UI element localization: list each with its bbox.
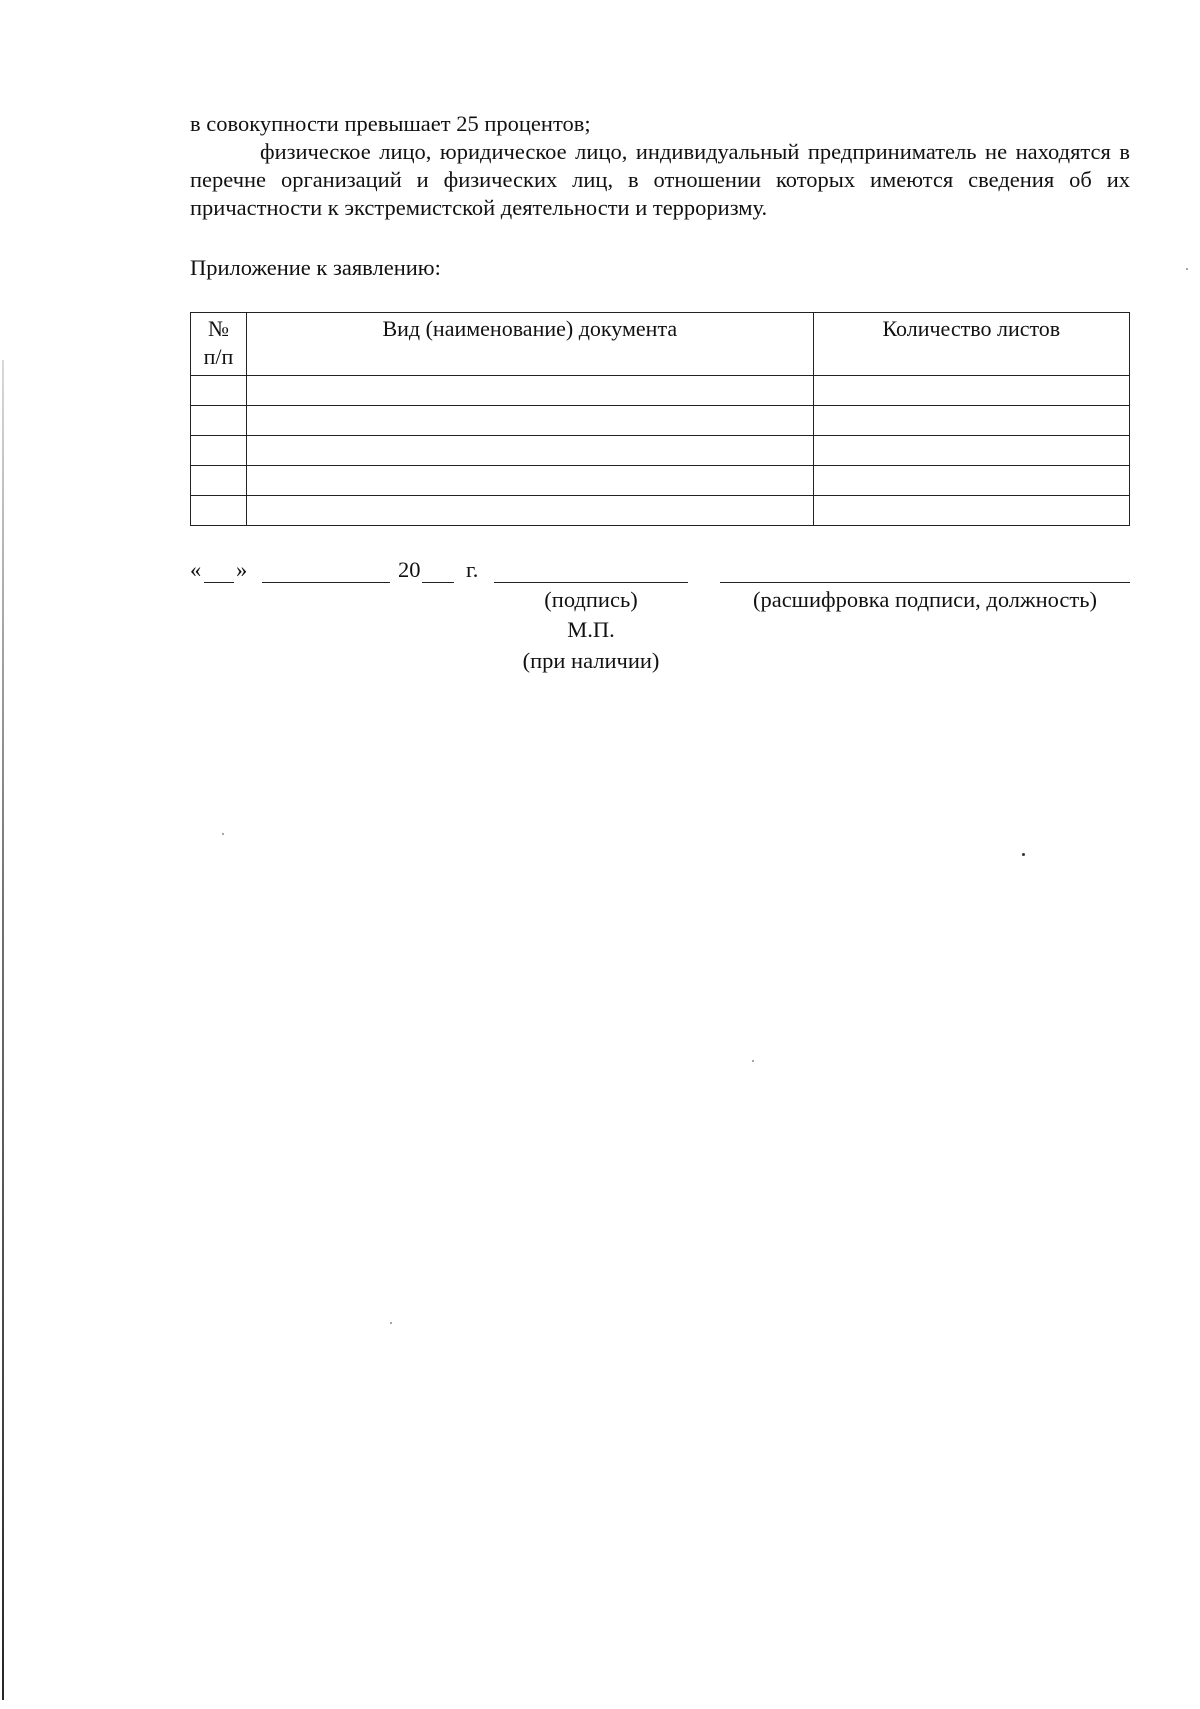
table-header-row [191, 313, 1130, 376]
month-blank[interactable] [262, 582, 390, 583]
header-number [191, 313, 247, 376]
stamp-note: (при наличии) [522, 648, 660, 673]
cell-document-name[interactable] [246, 436, 813, 466]
table-row [191, 496, 1130, 526]
cell-sheet-count[interactable] [813, 466, 1129, 496]
table-row [191, 406, 1130, 436]
cell-number[interactable] [191, 376, 247, 406]
cell-number[interactable] [191, 406, 247, 436]
header-document-name: Вид (наименование) документа [246, 313, 813, 376]
header-sheet-count: Количество листов [813, 313, 1129, 376]
table-row [191, 376, 1130, 406]
day-blank[interactable] [204, 582, 234, 583]
paragraph-share-threshold: в совокупности превышает 25 процентов; [190, 111, 591, 136]
table-row [191, 466, 1130, 496]
quote-close: » [236, 557, 248, 582]
cell-sheet-count[interactable] [813, 496, 1129, 526]
cell-sheet-count[interactable] [813, 436, 1129, 466]
cell-sheet-count[interactable] [813, 406, 1129, 436]
caption-signature-decoding: (расшифровка подписи, должность) [752, 587, 1098, 612]
caption-signature: (подпись) [544, 587, 638, 612]
scan-edge-shadow [2, 360, 4, 1700]
year-prefix: 20 [398, 557, 421, 582]
cell-document-name[interactable] [246, 376, 813, 406]
signature-blank[interactable] [494, 582, 688, 583]
cell-number[interactable] [191, 466, 247, 496]
cell-sheet-count[interactable] [813, 376, 1129, 406]
appendix-title: Приложение к заявлению: [190, 255, 441, 280]
year-blank[interactable] [422, 582, 454, 583]
signature-decoding-blank[interactable] [720, 582, 1130, 583]
paragraph-extremism-declaration: физическое лицо, юридическое лицо, индивидуальный предприниматель не находятся в перечне организаций и физических лиц, в отношении которых имеются сведения об их причастности к экстремистской деятельности и терроризму. [190, 139, 1130, 220]
cell-document-name[interactable] [246, 496, 813, 526]
cell-document-name[interactable] [246, 466, 813, 496]
cell-number[interactable] [191, 496, 247, 526]
appendix-documents-table [190, 312, 1130, 526]
stamp-label: М.П. [567, 617, 615, 642]
quote-open: « [190, 557, 202, 582]
signature-date-row [190, 556, 1130, 586]
cell-document-name[interactable] [246, 406, 813, 436]
header-number-label: № п/п [203, 316, 234, 369]
table-row [191, 436, 1130, 466]
year-suffix: г. [466, 557, 479, 582]
cell-number[interactable] [191, 436, 247, 466]
